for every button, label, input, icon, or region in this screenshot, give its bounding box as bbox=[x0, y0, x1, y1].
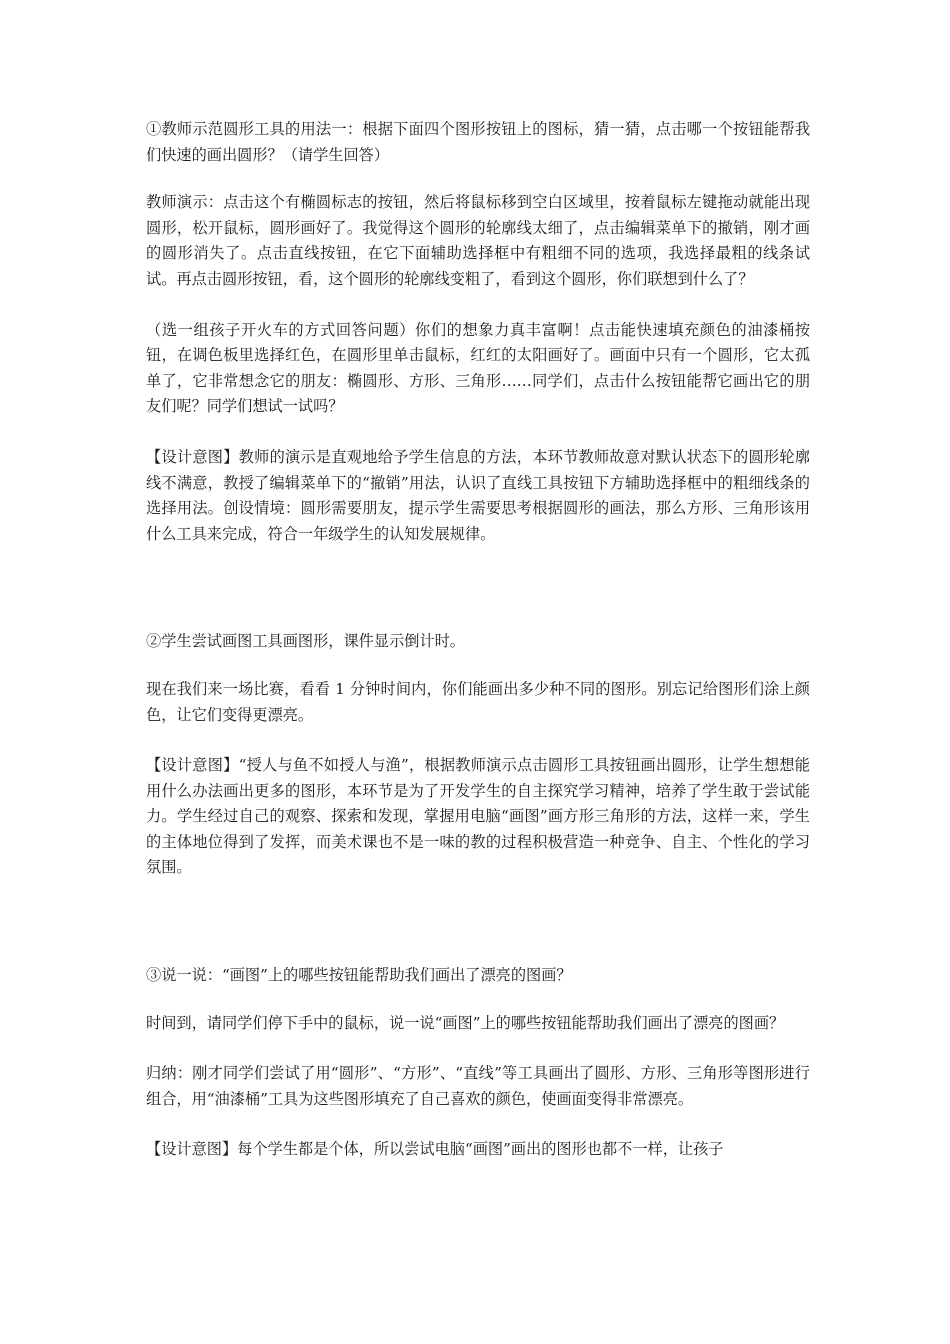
section-spacer bbox=[146, 906, 810, 963]
section3-summary-paragraph: 归纳：刚才同学们尝试了用“圆形”、“方形”、“直线”等工具画出了圆形、方形、三角形等图形进行组合，用“油漆桶”工具为这些图形填充了自己喜欢的颜色，使画面变得非常漂亮。 bbox=[146, 1064, 810, 1108]
section1-heading: ①教师示范圆形工具的用法一：根据下面四个图形按钮上的图标，猜一猜，点击哪一个按钮能帮我们快速的画出圆形？（请学生回答） bbox=[146, 120, 810, 164]
section1-answer-paragraph: （选一组孩子开火车的方式回答问题）你们的想象力真丰富啊！点击能快速填充颜色的油漆桶按钮，在调色板里选择红色，在圆形里单击鼠标，红红的太阳画好了。画面中只有一个圆形，它太孤单了，它非常想念它的朋友：椭圆形、方形、三角形……同学们，点击什么按钮能帮它画出它的朋友们呢？同学们想试一试吗？ bbox=[146, 320, 810, 416]
section1-demo-paragraph: 教师演示：点击这个有椭圆标志的按钮，然后将鼠标移到空白区域里，按着鼠标左键拖动就能出现圆形，松开鼠标，圆形画好了。我觉得这个圆形的轮廓线太细了，点击编辑菜单下的撤销，刚才画的圆形消失了。点击直线按钮，在它下面辅助选择框中有粗细不同的选项，我选择最粗的线条试试。再点击圆形按钮，看，这个圆形的轮廓线变粗了，看到这个圆形，你们联想到什么了？ bbox=[146, 193, 810, 288]
section3-design-intent: 【设计意图】每个学生都是个体，所以尝试电脑“画图”画出的图形也都不一样，让孩子 bbox=[146, 1140, 724, 1159]
section3-body-paragraph: 时间到，请同学们停下手中的鼠标，说一说“画图”上的哪些按钮能帮助我们画出了漂亮的图画？ bbox=[146, 1013, 785, 1032]
section-spacer bbox=[146, 572, 810, 629]
section3-heading: ③说一说：“画图”上的哪些按钮能帮助我们画出了漂亮的图画？ bbox=[146, 966, 572, 985]
section2-body-paragraph: 现在我们来一场比赛，看看 1 分钟时间内，你们能画出多少种不同的图形。别忘记给图形们涂上颜色，让它们变得更漂亮。 bbox=[146, 679, 810, 724]
section2-heading: ②学生尝试画图工具画图形，课件显示倒计时。 bbox=[146, 632, 465, 651]
section1-design-intent: 【设计意图】教师的演示是直观地给予学生信息的方法，本环节教师故意对默认状态下的圆形轮廓线不满意，教授了编辑菜单下的“撤销”用法，认识了直线工具按钮下方辅助选择框中的粗细线条的选择用法。创设情境：圆形需要朋友，提示学生需要思考根据圆形的画法，那么方形、三角形该用什么工具来完成，符合一年级学生的认知发展规律。 bbox=[146, 447, 810, 543]
section2-design-intent: 【设计意图】“授人与鱼不如授人与渔”，根据教师演示点击圆形工具按钮画出圆形，让学生想想能用什么办法画出更多的图形，本环节是为了开发学生的自主探究学习精神，培养了学生敢于尝试能力。学生经过自己的观察、探索和发现，掌握用电脑“画图”画方形三角形的方法，这样一来，学生的主体地位得到了发挥，而美术课也不是一味的教的过程积极营造一种竞争、自主、个性化的学习氛围。 bbox=[146, 756, 810, 877]
document-page bbox=[146, 117, 810, 1188]
